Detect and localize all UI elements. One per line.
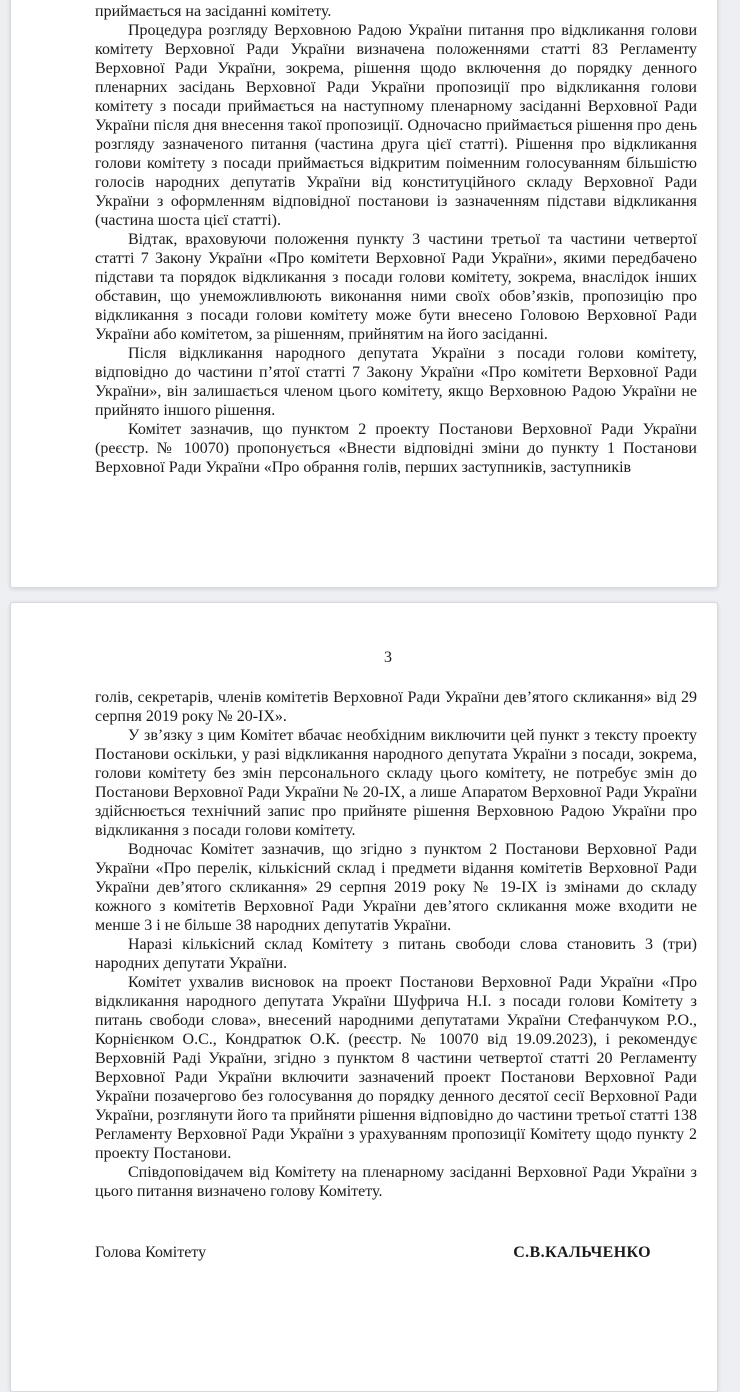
page-2-text <box>95 688 697 1201</box>
paragraph: Після відкликання народного депутата України з посади голови комітету, відповідно до частини п’ятої статті 7 Закону України «Про комітети Верховної Ради України», він залишається членом цього комітету, якщо Верховною Радою України не прийнято іншого рішення. <box>95 345 697 419</box>
paragraph: Комітет зазначив, що пунктом 2 проекту Постанови Верховної Ради України (реєстр. № 10070) пропонується «Внести відповідні зміни до пункту 1 Постанови Верховної Ради України «Про обрання голів, перших заступників, заступників <box>95 421 697 476</box>
document-page-2 <box>10 602 718 1392</box>
paragraph: Відтак, враховуючи положення пункту 3 частини третьої та частини четвертої статті 7 Закону України «Про комітети Верховної Ради України», якими передбачено підстави та порядок відкликання з посади голови комітету, зокрема, внаслідок інших обставин, що унеможливлюють виконання ними своїх обов’язків, пропозицію про відкликання з посади голови комітету може бути внесено Головою Верховної Ради України або комітетом, за рішенням, прийнятим на його засіданні. <box>95 231 697 343</box>
signature-name: С.В.КАЛЬЧЕНКО <box>513 1244 651 1261</box>
paragraph: Водночас Комітет зазначив, що згідно з пунктом 2 Постанови Верховної Ради України «Про перелік, кількісний склад і предмети відання комітетів Верховної Ради України дев’ятого скликання» 29 серпня 2019 року № 19-ІХ із змінами до складу кожного з комітетів Верховної Ради України дев’ятого скликання може входити не менше 3 і не більше 38 народних депутатів України. <box>95 841 697 934</box>
signature-row <box>95 1243 697 1263</box>
page-1-body <box>11 0 717 477</box>
page-number: 3 <box>384 649 392 666</box>
paragraph: Наразі кількісний склад Комітету з питань свободи слова становить 3 (три) народних депутати України. <box>95 936 697 972</box>
page-2-body <box>11 603 717 1263</box>
paragraph: Процедура розгляду Верховною Радою України питання про відкликання голови комітету Верховної Ради України визначена положеннями статті 83 Регламенту Верховної Ради України, зокрема, рішення щодо включення до порядку денного пленарних засідань Верховної Ради України пропозиції про відкликання голови комітету з посади приймається на наступному пленарному засіданні Верховної Ради України після дня внесення такої пропозиції. Одночасно приймається рішення про день розгляду зазначеного питання (частина друга цієї статті). Рішення про відкликання голови комітету з посади приймається відкритим поіменним голосуванням більшістю голосів народних депутатів України від конституційного складу Верховної Ради України з оформленням відповідної постанови із зазначенням підстави відкликання (частина шоста цієї статті). <box>95 22 697 229</box>
document-page-1 <box>10 0 718 588</box>
paragraph: Співдоповідачем від Комітету на пленарному засіданні Верховної Ради України з цього питання визначено голову Комітету. <box>95 1164 697 1200</box>
paragraph: У зв’язку з цим Комітет вбачає необхідним виключити цей пункт з тексту проекту Постанови оскільки, у разі відкликання народного депутата України з посади, зокрема, голови комітету без змін персонального складу цього комітету, не потребує змін до Постанови Верховної Ради України № 20-ІХ, а лише Апаратом Верховної Ради України здійснюється технічний запис про прийняте рішення Верховною Радою України про відкликання з посади голови комітету. <box>95 727 697 839</box>
paragraph: голів, секретарів, членів комітетів Верховної Ради України дев’ятого скликання» від 29 серпня 2019 року № 20-ІХ». <box>95 689 697 725</box>
paragraph: Комітет ухвалив висновок на проект Постанови Верховної Ради України «Про відкликання народного депутата України Шуфрича Н.І. з посади голови Комітету з питань свободи слова», внесений народними депутатами України Стефанчуком Р.О., Корнієнком О.С., Кондратюк О.К. (реєстр. № 10070 від 19.09.2023), і рекомендує Верховній Раді України, згідно з пунктом 8 частини четвертої статті 20 Регламенту Верховної Ради України включити зазначений проект Постанови Верховної Ради України позачергово без голосування до порядку денного десятої сесії Верховної Ради України, розглянути його та прийняти рішення відповідно до частини третьої статті 138 Регламенту Верховної Ради України з урахуванням пропозиції Комітету щодо пункту 2 проекту Постанови. <box>95 974 697 1162</box>
paragraph: приймається на засіданні комітету. <box>95 3 332 20</box>
signature-role: Голова Комітету <box>95 1244 207 1261</box>
